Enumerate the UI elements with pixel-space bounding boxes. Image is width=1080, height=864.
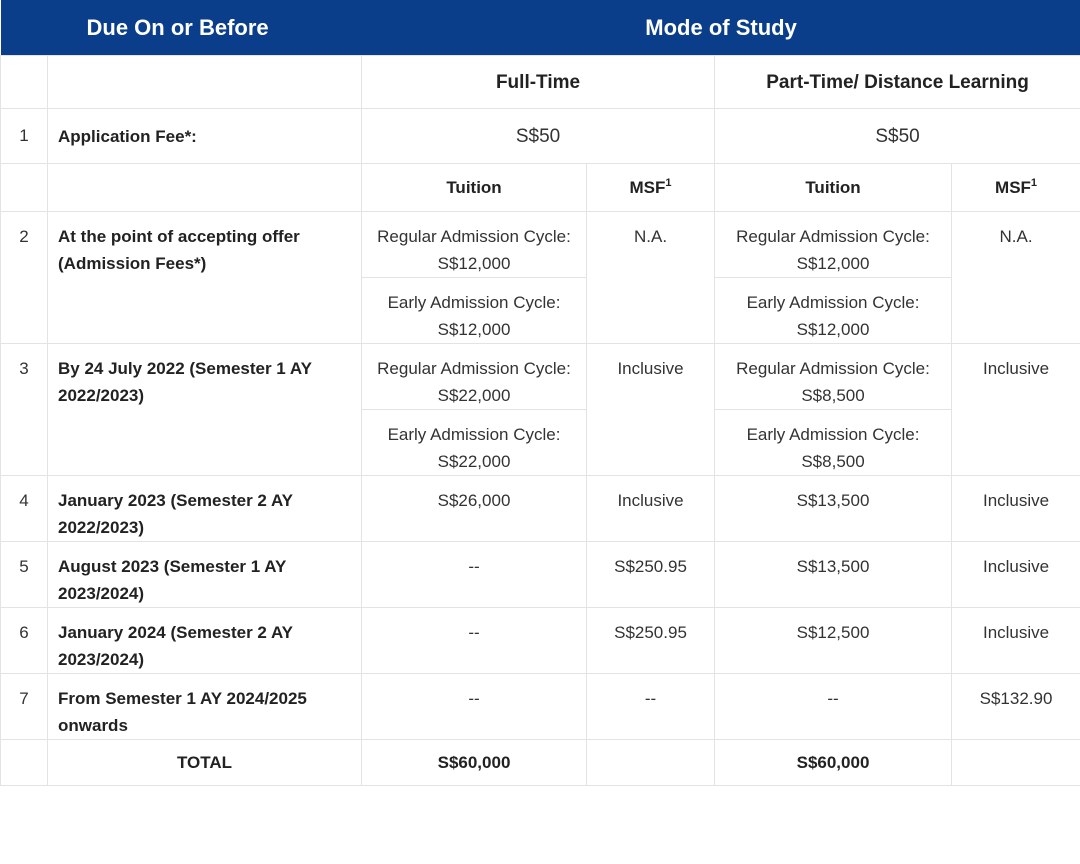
part-time-total: S$60,000	[715, 740, 952, 786]
total-label: TOTAL	[48, 740, 362, 786]
full-time-msf: Inclusive	[587, 476, 715, 542]
table-row	[1, 212, 1080, 278]
part-time-tuition: S$12,500	[715, 608, 952, 674]
empty-cell	[1, 56, 48, 109]
mode-of-study-header: Mode of Study	[362, 0, 1080, 56]
row-label: From Semester 1 AY 2024/2025 onwards	[48, 674, 362, 740]
part-time-application-fee: S$50	[715, 109, 1080, 164]
part-time-tuition: S$13,500	[715, 476, 952, 542]
full-time-msf: --	[587, 674, 715, 740]
row-number: 1	[1, 109, 48, 164]
table-row	[1, 542, 1080, 608]
full-time-msf-header	[587, 164, 715, 212]
full-time-tuition: S$26,000	[362, 476, 587, 542]
table-row	[1, 608, 1080, 674]
full-time-header: Full-Time	[362, 56, 715, 109]
part-time-msf: Inclusive	[952, 542, 1080, 608]
table-header-row	[1, 0, 1080, 56]
part-time-early-cycle: Early Admission Cycle: S$8,500	[715, 410, 952, 476]
empty-cell	[1, 164, 48, 212]
part-time-early-cycle: Early Admission Cycle: S$12,000	[715, 278, 952, 344]
row-label: Application Fee*:	[48, 109, 362, 164]
row-label: August 2023 (Semester 1 AY 2023/2024)	[48, 542, 362, 608]
row-number: 3	[1, 344, 48, 476]
row-number: 6	[1, 608, 48, 674]
due-on-or-before-header: Due On or Before	[1, 0, 362, 56]
part-time-tuition: --	[715, 674, 952, 740]
row-number: 2	[1, 212, 48, 344]
table-row	[1, 344, 1080, 410]
row-number: 5	[1, 542, 48, 608]
msf-footnote-mark: 1	[1030, 177, 1038, 189]
row-number: 7	[1, 674, 48, 740]
full-time-early-cycle: Early Admission Cycle: S$22,000	[362, 410, 587, 476]
full-time-msf: N.A.	[587, 212, 715, 344]
part-time-regular-cycle: Regular Admission Cycle: S$8,500	[715, 344, 952, 410]
full-time-regular-cycle: Regular Admission Cycle: S$12,000	[362, 212, 587, 278]
part-time-msf: N.A.	[952, 212, 1080, 344]
table-row	[1, 109, 1080, 164]
row-label: By 24 July 2022 (Semester 1 AY 2022/2023)	[48, 344, 362, 476]
full-time-early-cycle: Early Admission Cycle: S$12,000	[362, 278, 587, 344]
full-time-total: S$60,000	[362, 740, 587, 786]
part-time-msf: Inclusive	[952, 344, 1080, 476]
full-time-application-fee: S$50	[362, 109, 715, 164]
part-time-msf: Inclusive	[952, 608, 1080, 674]
full-time-regular-cycle: Regular Admission Cycle: S$22,000	[362, 344, 587, 410]
empty-cell	[952, 740, 1080, 786]
part-time-tuition-header: Tuition	[715, 164, 952, 212]
total-row	[1, 740, 1080, 786]
row-label: January 2024 (Semester 2 AY 2023/2024)	[48, 608, 362, 674]
table-row	[1, 476, 1080, 542]
msf-label: MSF	[629, 178, 666, 197]
full-time-msf: S$250.95	[587, 542, 715, 608]
full-time-msf: S$250.95	[587, 608, 715, 674]
part-time-msf: Inclusive	[952, 476, 1080, 542]
empty-cell	[48, 164, 362, 212]
part-time-msf-header	[952, 164, 1080, 212]
fee-type-subheader-row	[1, 164, 1080, 212]
empty-cell	[1, 740, 48, 786]
full-time-tuition: --	[362, 542, 587, 608]
row-label: January 2023 (Semester 2 AY 2022/2023)	[48, 476, 362, 542]
full-time-tuition-header: Tuition	[362, 164, 587, 212]
row-number: 4	[1, 476, 48, 542]
part-time-msf: S$132.90	[952, 674, 1080, 740]
full-time-msf: Inclusive	[587, 344, 715, 476]
table-row	[1, 674, 1080, 740]
full-time-tuition: --	[362, 674, 587, 740]
msf-label: MSF	[995, 178, 1031, 197]
empty-cell	[48, 56, 362, 109]
msf-footnote-mark: 1	[665, 177, 672, 189]
part-time-regular-cycle: Regular Admission Cycle: S$12,000	[715, 212, 952, 278]
part-time-header: Part-Time/ Distance Learning	[715, 56, 1080, 109]
part-time-tuition: S$13,500	[715, 542, 952, 608]
empty-cell	[587, 740, 715, 786]
study-mode-group-row	[1, 56, 1080, 109]
row-label: At the point of accepting offer (Admission Fees*)	[48, 212, 362, 344]
full-time-tuition: --	[362, 608, 587, 674]
